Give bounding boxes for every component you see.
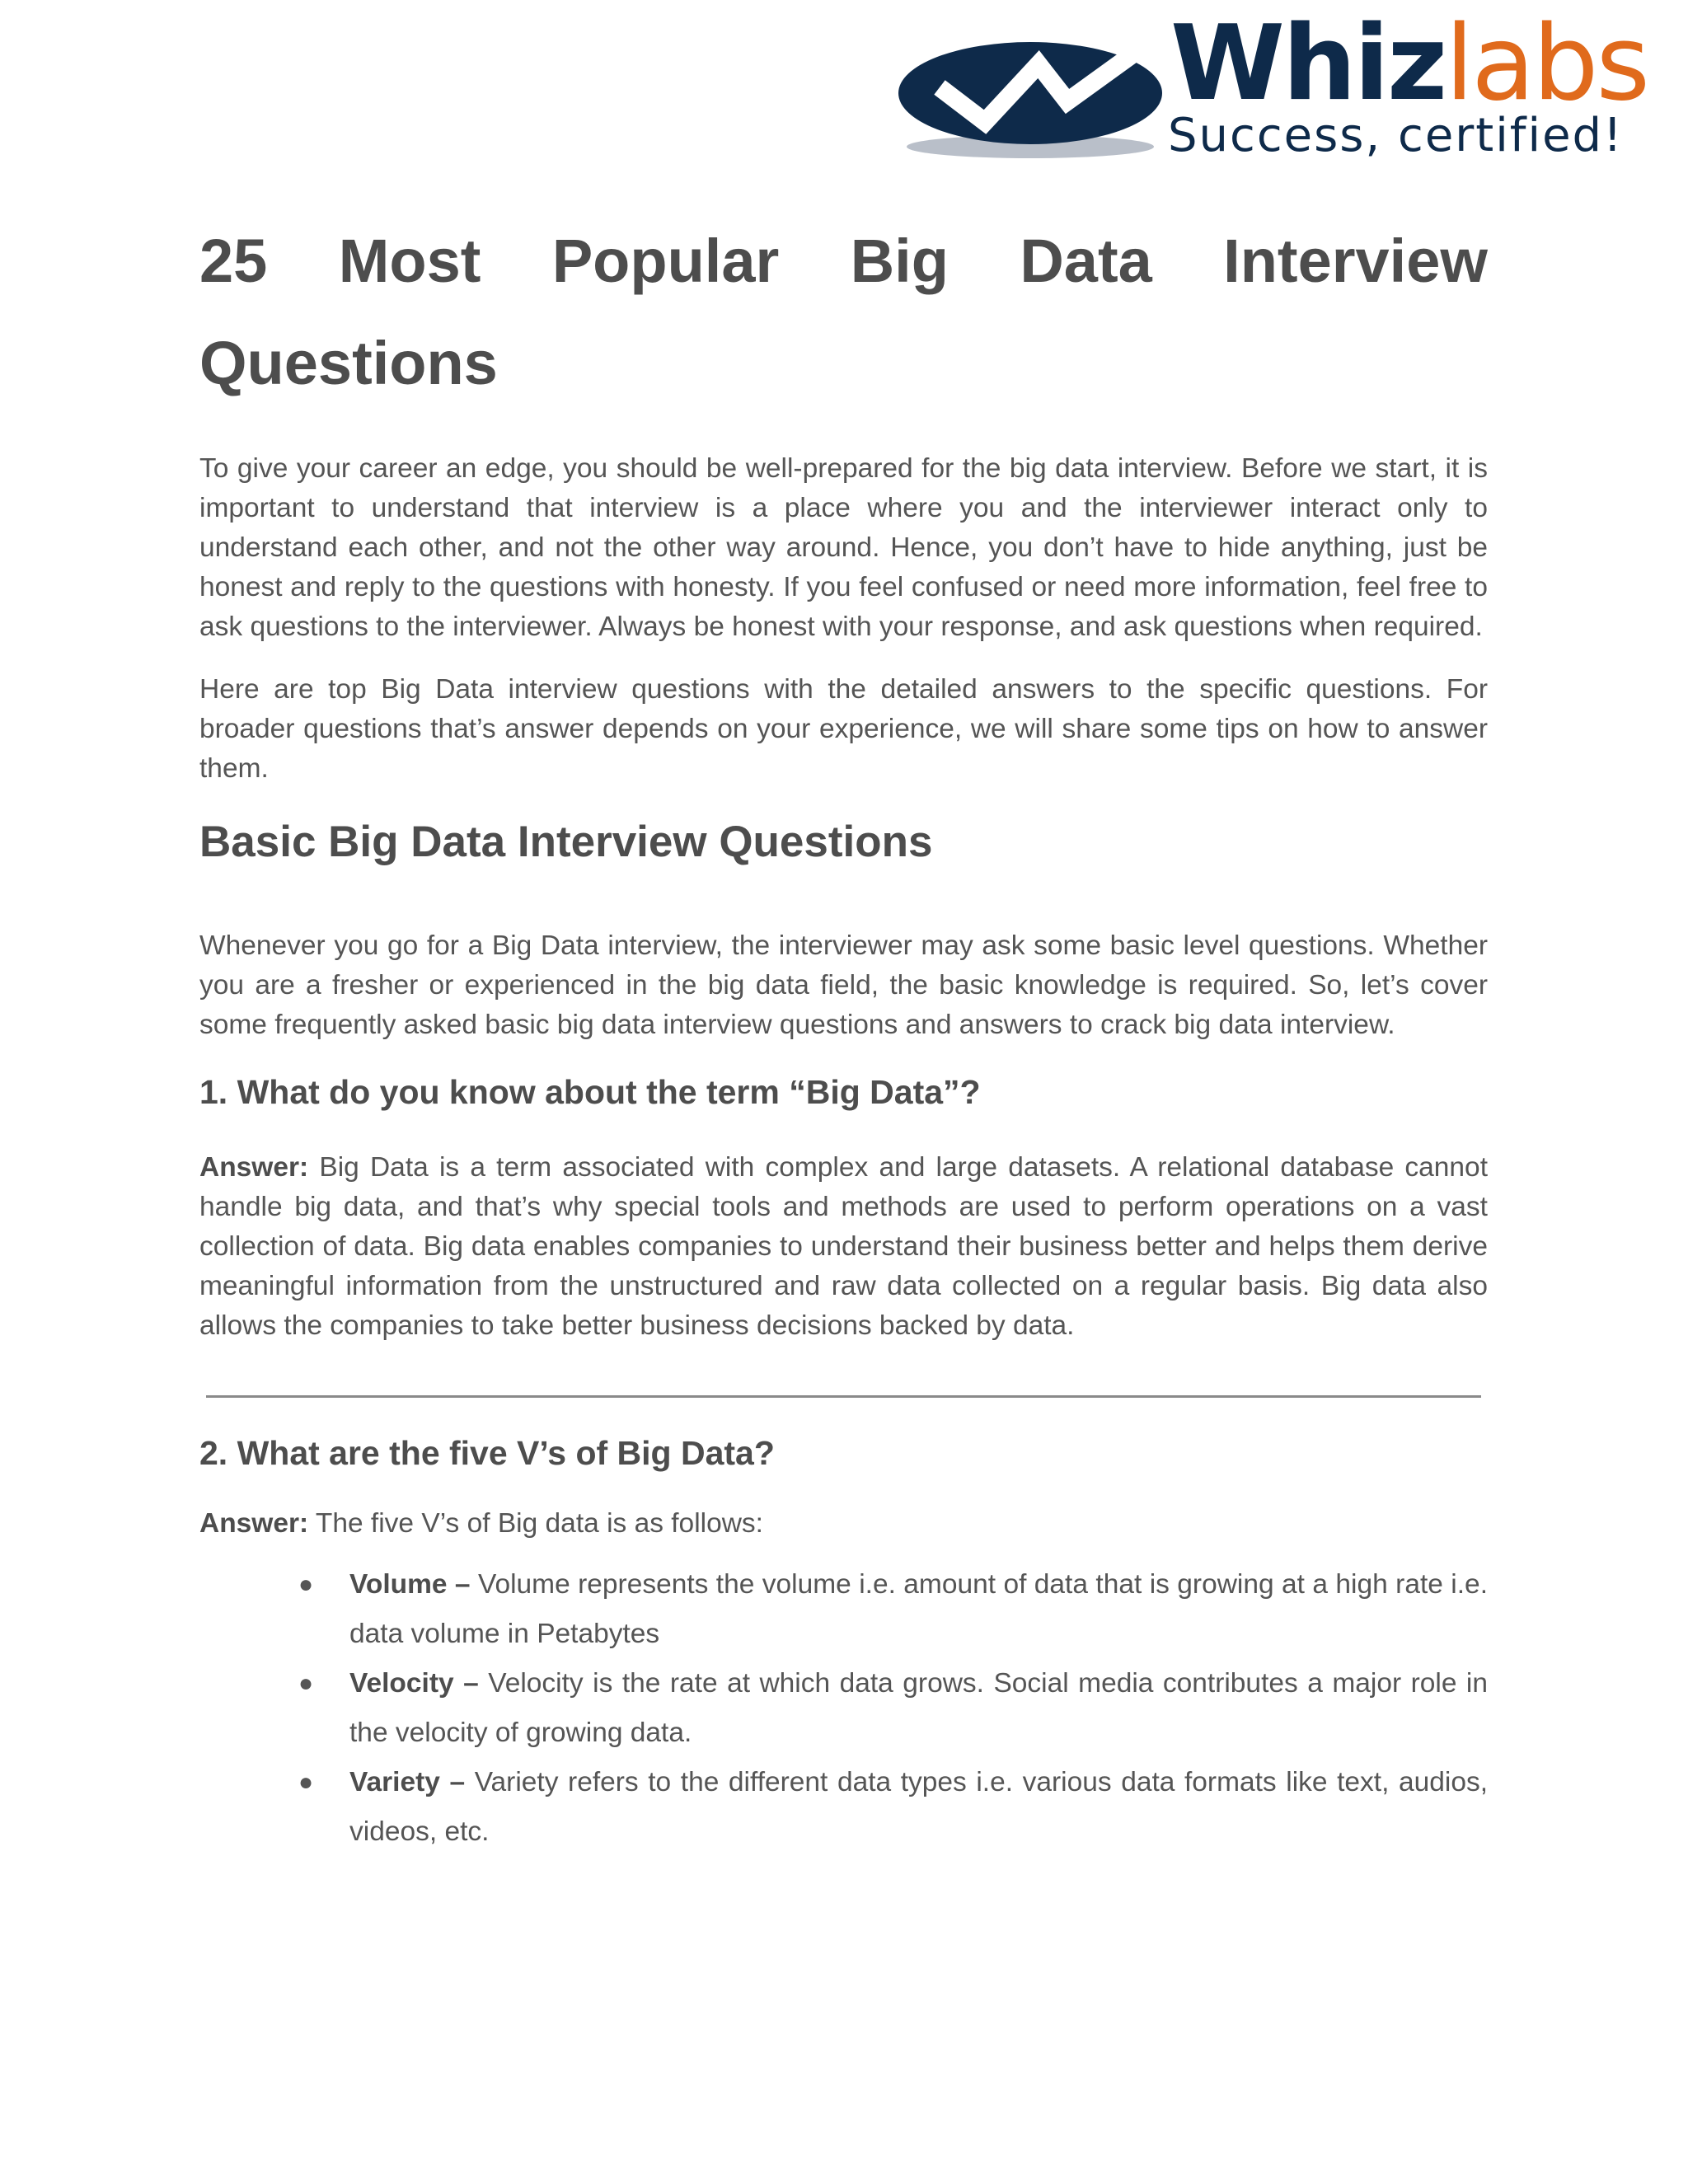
list-item-text: Velocity is the rate at which data grows. Social media contributes a major role in the velocity of growing data. — [349, 1668, 1488, 1748]
bullet-icon: ● — [298, 1571, 314, 1598]
title-word: Big — [850, 227, 949, 295]
five-vs-list — [199, 1560, 1488, 1857]
question-2-heading: 2. What are the five V’s of Big Data? — [199, 1434, 775, 1472]
answer-text: Big Data is a term associated with complex and large datasets. A relational database cannot handle big data, and that’s why special tools and methods are used to perform operations on a vast collection of data. Big data enables companies to understand their business better and helps them derive meaningful information from the unstructured and raw data collected on a regular basis. Big data also allows the companies to take better business decisions backed by data. — [199, 1152, 1488, 1341]
intro-paragraph-2: Here are top Big Data interview questions with the detailed answers to the specific questions. For broader questions that’s answer depends on your experience, we will share some tips on how to answer them. — [199, 674, 1488, 784]
bullet-icon: ● — [298, 1670, 314, 1697]
list-item-text: Volume represents the volume i.e. amount of data that is growing at a high rate i.e. data volume in Petabytes — [349, 1569, 1488, 1649]
answer-label: Answer: — [199, 1152, 309, 1183]
list-item — [298, 1758, 1489, 1857]
list-item-text: Variety refers to the different data types i.e. various data formats like text, audios, videos, etc. — [349, 1767, 1489, 1847]
answer-label: Answer: — [199, 1508, 309, 1539]
question-2-answer — [199, 1504, 1488, 1544]
logo-emblem — [894, 23, 1175, 163]
list-item — [298, 1659, 1488, 1758]
answer-text: The five V’s of Big data is as follows: — [308, 1508, 763, 1539]
list-item-term: Velocity – — [349, 1668, 479, 1699]
horizontal-divider — [206, 1395, 1481, 1398]
list-item-term: Variety – — [349, 1767, 466, 1797]
whizlabs-logo — [894, 2, 1653, 163]
title-line-1 — [199, 210, 1488, 312]
title-line-2: Questions — [199, 329, 498, 397]
logo-tagline: Success, certified! — [1168, 109, 1624, 162]
logo-wordmark: Whizlabs — [1170, 2, 1648, 124]
page-title — [199, 210, 1488, 415]
title-word: Interview — [1223, 227, 1488, 295]
question-1-heading: 1. What do you know about the term “Big Data”? — [199, 1073, 981, 1111]
list-item — [298, 1560, 1488, 1659]
question-1-answer — [199, 1148, 1488, 1346]
title-word: Most — [338, 227, 481, 295]
title-word: Data — [1020, 227, 1152, 295]
intro-paragraph-1: To give your career an edge, you should be well-prepared for the big data interview. Before we start, it is important to understand that interview is a place where you and the interviewer interact only to understand each other, and not the other way around. Hence, you don’t have to hide anything, just be honest and reply to the questions with honesty. If you feel confused or need more information, feel free to ask questions to the interviewer. Always be honest with your response, and ask questions when required. — [199, 453, 1488, 642]
title-word: Popular — [551, 227, 780, 295]
bullet-icon: ● — [298, 1769, 314, 1796]
section-heading: Basic Big Data Interview Questions — [199, 818, 933, 866]
section-intro: Whenever you go for a Big Data interview, the interviewer may ask some basic level questions. Whether you are a fresher or experienced in the big data field, the basic knowledge is required. So, let’s cover some frequently asked basic big data interview questions and answers to crack big data interview. — [199, 930, 1488, 1040]
title-word: 25 — [199, 227, 268, 295]
list-item-term: Volume – — [349, 1569, 471, 1600]
document-body — [199, 210, 1488, 1857]
